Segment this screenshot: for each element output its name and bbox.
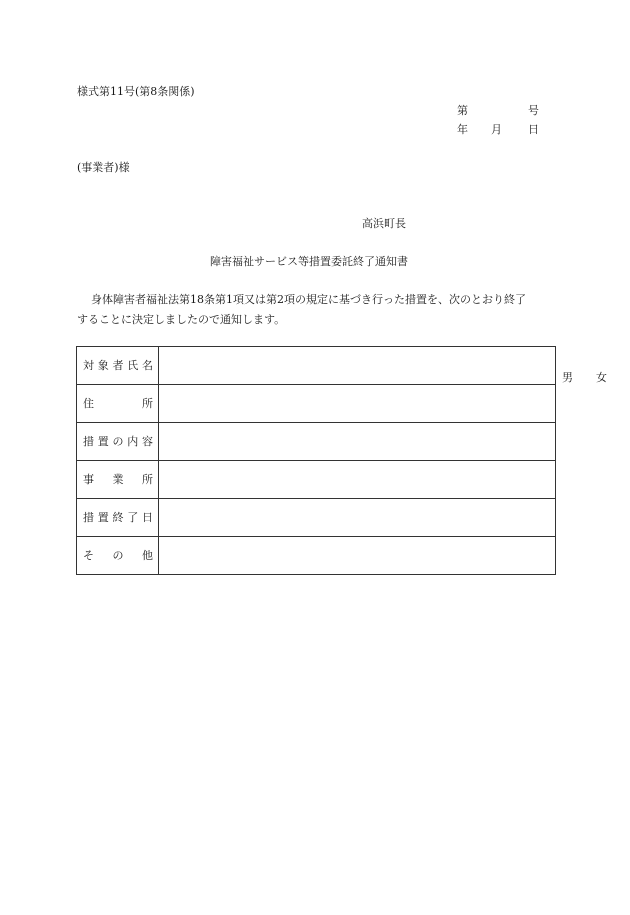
document-title: 障害福祉サービス等措置委託終了通知書 (210, 255, 408, 268)
row-label-cell (77, 347, 159, 385)
date-month: 月 (491, 123, 502, 136)
form-number: 様式第11号(第8条関係) (77, 85, 195, 98)
row-label-cell (77, 385, 159, 423)
table-row-measure-content (77, 423, 556, 461)
document-number-prefix: 第 (457, 104, 468, 117)
table-row-end-date (77, 499, 556, 537)
date-year: 年 (457, 123, 468, 136)
row-label-cell (77, 499, 159, 537)
body-text-line-1: 身体障害者福祉法第18条第1項又は第2項の規定に基づき行った措置を、次のとおり終了 (91, 293, 526, 306)
row-label: 対象者氏名 (83, 358, 153, 372)
table-row-other (77, 537, 556, 575)
end-date-field (159, 499, 556, 537)
body-text-line-2: することに決定しましたので通知します。 (77, 313, 286, 326)
row-label-cell (77, 423, 159, 461)
gender-male: 男 (562, 371, 573, 384)
row-label: 措置の内容 (83, 434, 153, 448)
date-day: 日 (528, 123, 539, 136)
row-label-cell (77, 537, 159, 575)
table-row-office (77, 461, 556, 499)
table-row-subject-name (77, 347, 556, 385)
subject-name-field (159, 347, 607, 385)
issuer: 高浜町長 (362, 217, 406, 230)
table-row-address (77, 385, 556, 423)
row-label: その他 (83, 548, 153, 562)
row-label: 住所 (83, 396, 153, 410)
office-field (159, 461, 556, 499)
addressee: (事業者)様 (77, 161, 130, 174)
address-field (159, 385, 556, 423)
gender-female: 女 (596, 371, 607, 384)
notice-table (76, 346, 607, 575)
measure-content-field (159, 423, 556, 461)
row-label: 事業所 (83, 472, 153, 486)
row-label-cell (77, 461, 159, 499)
other-field (159, 537, 556, 575)
document-number-suffix: 号 (528, 104, 539, 117)
row-label: 措置終了日 (83, 510, 153, 524)
